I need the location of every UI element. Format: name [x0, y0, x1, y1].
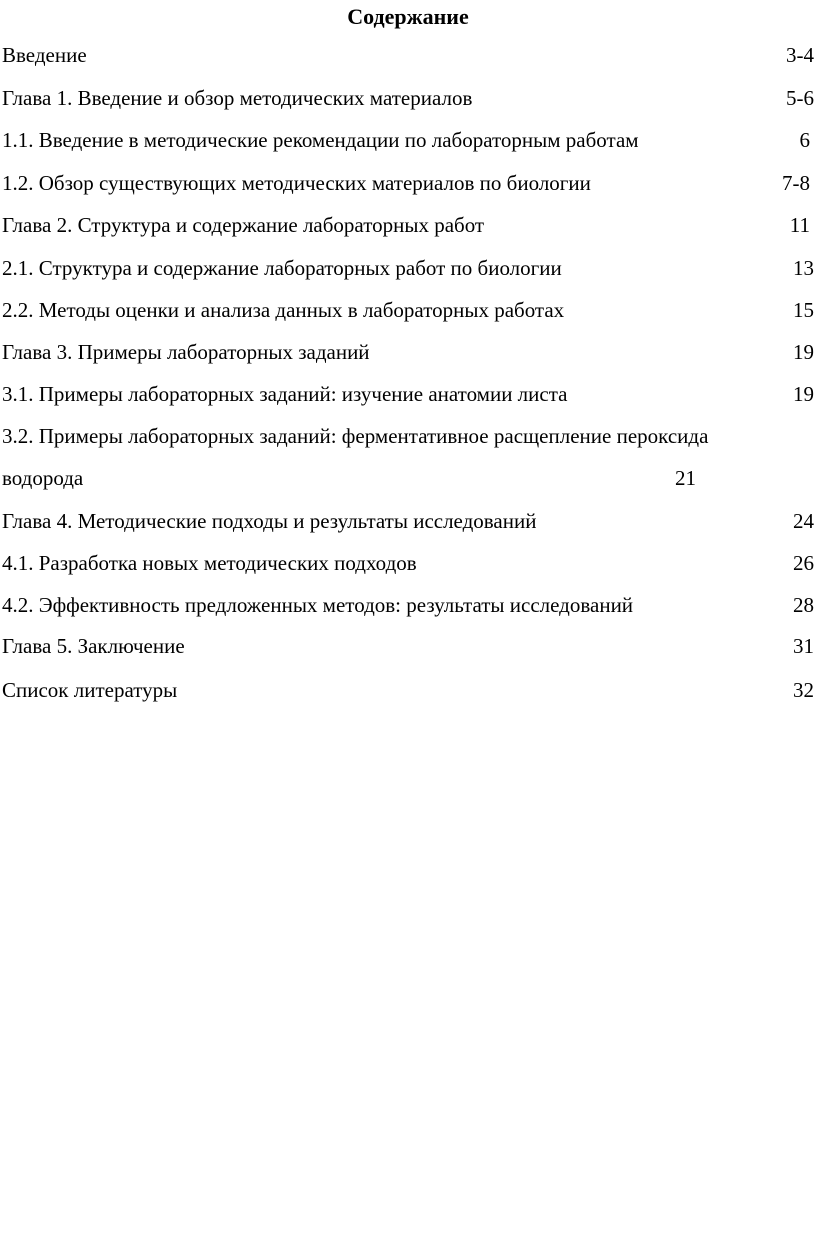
toc-entry-introduction: [0, 41, 816, 69]
toc-entry-page: 19: [793, 382, 814, 406]
toc-entry-page: 24: [793, 509, 814, 533]
toc-entry-label-continuation: водорода: [2, 466, 84, 490]
toc-entry-page: 28: [793, 593, 814, 617]
toc-entry-label: 1.1. Введение в методические рекомендации по лабораторным работам: [2, 128, 639, 152]
toc-entry-label: 2.1. Структура и содержание лабораторных работ по биологии: [2, 256, 562, 280]
toc-entry-chapter-3: [0, 338, 816, 366]
toc-entry-chapter-1: [0, 84, 816, 112]
toc-entry-chapter-2: [0, 211, 816, 239]
toc-entry-page: 5-6: [786, 86, 814, 110]
toc-entry-page: 6: [799, 128, 810, 152]
toc-entry-label: 1.2. Обзор существующих методических материалов по биологии: [2, 171, 591, 195]
toc-entry-label: Глава 3. Примеры лабораторных заданий: [2, 340, 370, 364]
toc-entry-page: 3-4: [786, 43, 814, 67]
toc-title: Содержание: [347, 4, 469, 29]
toc-entry-label: Глава 4. Методические подходы и результаты исследований: [2, 509, 537, 533]
toc-entry-page: 15: [793, 298, 814, 322]
toc-entry-section-3-2: [0, 422, 816, 450]
toc-entry-section-2-1: [0, 254, 816, 282]
toc-entry-label: 4.1. Разработка новых методических подходов: [2, 551, 417, 575]
toc-entry-page: 26: [793, 551, 814, 575]
toc-entry-label: 3.2. Примеры лабораторных заданий: ферментативное расщепление пероксида: [2, 424, 709, 448]
toc-entry-section-2-2: [0, 296, 816, 324]
toc-entry-chapter-4: [0, 507, 816, 535]
toc-entry-section-4-1: [0, 549, 816, 577]
toc-entry-chapter-5: [0, 632, 816, 660]
toc-entry-label: Глава 5. Заключение: [2, 634, 185, 658]
toc-entry-section-1-2: [0, 169, 816, 197]
toc-entry-label: Глава 1. Введение и обзор методических материалов: [2, 86, 473, 110]
toc-entry-bibliography: [0, 676, 816, 704]
toc-entry-page: 11: [789, 213, 810, 237]
toc-entry-page: 21: [675, 466, 696, 490]
toc-entry-label: Список литературы: [2, 678, 178, 702]
toc-entry-page: 19: [793, 340, 814, 364]
toc-entry-page: 31: [793, 634, 814, 658]
toc-entry-label: 3.1. Примеры лабораторных заданий: изучение анатомии листа: [2, 382, 568, 406]
toc-entry-page: 32: [793, 678, 814, 702]
toc-entry-label: Глава 2. Структура и содержание лабораторных работ: [2, 213, 485, 237]
toc-entry-section-1-1: [0, 126, 816, 154]
toc-entry-section-3-1: [0, 380, 816, 408]
toc-entry-section-4-2: [0, 591, 816, 619]
toc-entry-label: 2.2. Методы оценки и анализа данных в лабораторных работах: [2, 298, 565, 322]
toc-entry-page: 7-8: [782, 171, 810, 195]
toc-entry-section-3-2-continuation: [0, 464, 816, 492]
toc-entry-page: 13: [793, 256, 814, 280]
toc-entry-label: Введение: [2, 43, 87, 67]
toc-entry-label: 4.2. Эффективность предложенных методов: результаты исследований: [2, 593, 634, 617]
